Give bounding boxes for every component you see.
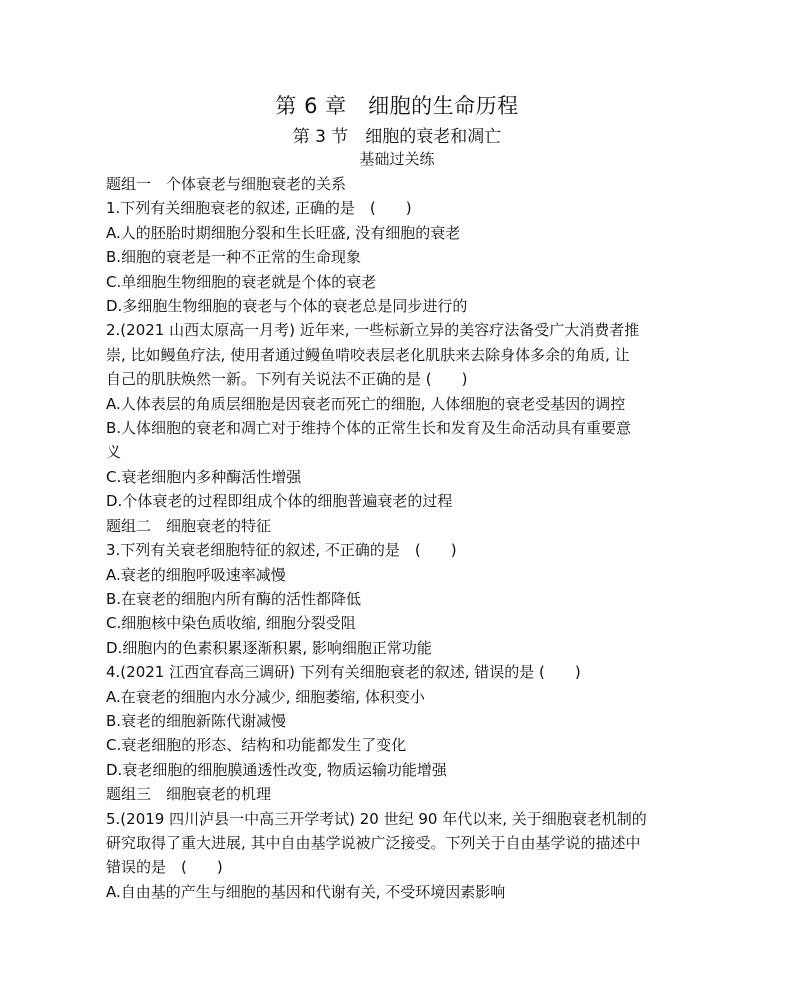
answer-option: C.衰老细胞的形态、结构和功能都发生了变化 [106,736,407,755]
answer-option: D.衰老细胞的细胞膜通透性改变, 物质运输功能增强 [106,760,447,779]
question-stem: 4.(2021 江西宜春高三调研) 下列有关细胞衰老的叙述, 错误的是 ( ) [106,663,581,682]
answer-option: D.多细胞生物细胞的衰老与个体的衰老总是同步进行的 [106,297,468,316]
question-stem: 1.下列有关细胞衰老的叙述, 正确的是 ( ) [106,199,412,218]
answer-option: A.人体表层的角质层细胞是因衰老而死亡的细胞, 人体细胞的衰老受基因的调控 [106,394,626,413]
exercise-subtitle: 基础过关练 [359,150,435,168]
question-stem-continued: 自己的肌肤焕然一新。下列有关说法不正确的是 ( ) [106,370,468,389]
section-title: 第 3 节 细胞的衰老和凋亡 [292,127,502,147]
answer-option: B.细胞的衰老是一种不正常的生命现象 [106,248,362,267]
answer-option: B.人体细胞的衰老和凋亡对于维持个体的正常生长和发育及生命活动具有重要意 [106,419,632,438]
answer-option: C.衰老细胞内多种酶活性增强 [106,467,302,486]
chapter-title: 第 6 章 细胞的生命历程 [275,94,519,118]
question-body [106,172,696,904]
answer-option: D.个体衰老的过程即组成个体的细胞普遍衰老的过程 [106,492,453,511]
question-stem-continued: 错误的是 ( ) [106,858,223,877]
group-heading: 题组二 细胞衰老的特征 [106,516,272,535]
answer-option-continued: 义 [106,443,122,462]
answer-option: C.细胞核中染色质收缩, 细胞分裂受阻 [106,614,356,633]
question-stem: 5.(2019 四川泸县一中高三开学考试) 20 世纪 90 年代以来, 关于细胞衰老机制的 [106,809,647,828]
answer-option: D.细胞内的色素积累逐渐积累, 影响细胞正常功能 [106,638,432,657]
answer-option: A.在衰老的细胞内水分减少, 细胞萎缩, 体积变小 [106,687,425,706]
answer-option: A.衰老的细胞呼吸速率减慢 [106,565,286,584]
group-heading: 题组三 细胞衰老的机理 [106,785,272,804]
question-stem: 3.下列有关衰老细胞特征的叙述, 不正确的是 ( ) [106,541,457,560]
answer-option: B.衰老的细胞新陈代谢减慢 [106,711,287,730]
group-heading: 题组一 个体衰老与细胞衰老的关系 [106,175,347,193]
answer-option: A.自由基的产生与细胞的基因和代谢有关, 不受环境因素影响 [106,882,506,901]
question-stem-continued: 崇, 比如鳗鱼疗法, 使用者通过鳗鱼啃咬表层老化肌肤来去除身体多余的角质, 让 [106,345,630,364]
answer-option: C.单细胞生物细胞的衰老就是个体的衰老 [106,272,377,291]
answer-option: B.在衰老的细胞内所有酶的活性都降低 [106,589,362,608]
question-stem: 2.(2021 山西太原高一月考) 近年来, 一些标新立异的美容疗法备受广大消费者推 [106,321,640,340]
answer-option: A.人的胚胎时期细胞分裂和生长旺盛, 没有细胞的衰老 [106,223,461,242]
question-stem-continued: 研究取得了重大进展, 其中自由基学说被广泛接受。下列关于自由基学说的描述中 [106,833,641,852]
